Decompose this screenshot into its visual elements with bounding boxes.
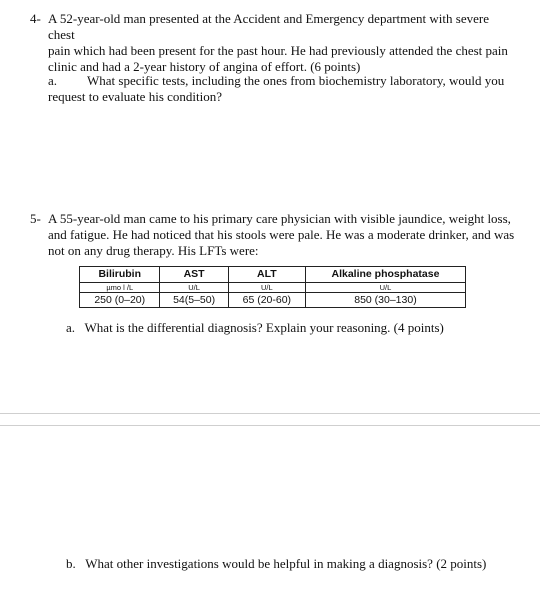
q5-number: 5- [30, 211, 41, 226]
q4-sub-a-label: a. [48, 73, 58, 88]
q4-line-1: A 52-year-old man presented at the Accident and Emergency department with severe chest [48, 11, 489, 42]
q4-text [48, 11, 518, 75]
q4-sub-a-line-2: request to evaluate his condition? [48, 89, 223, 104]
lft-unit-row [80, 283, 466, 293]
alp-unit: U/L [305, 283, 465, 293]
lft-table [79, 266, 466, 308]
page-divider-bottom [0, 425, 540, 426]
bilirubin-unit: µmo l /L [80, 283, 160, 293]
lft-value-row [80, 293, 466, 308]
q4-line-2: pain which had been present for the past hour. He had previously attended the chest pain [48, 43, 508, 58]
q5-line-2: and fatigue. He had noticed that his stools were pale. He was a moderate drinker, and was [48, 227, 515, 242]
alt-value: 65 (20-60) [228, 293, 305, 308]
bilirubin-value: 250 (0–20) [80, 293, 160, 308]
lft-header-row [80, 267, 466, 283]
alp-header: Alkaline phosphatase [305, 267, 465, 283]
q5-line-3: not on any drug therapy. His LFTs were: [48, 243, 259, 258]
alt-unit: U/L [228, 283, 305, 293]
q4-number: 4- [30, 11, 41, 26]
q4-sub-a-line-1: What specific tests, including the ones from biochemistry laboratory, would you [87, 73, 505, 88]
q4-line-3: clinic and had a 2-year history of angina of effort. (6 points) [48, 59, 361, 74]
ast-header: AST [160, 267, 228, 283]
q5-sub-a: a. What is the differential diagnosis? Explain your reasoning. (4 points) [66, 320, 444, 335]
bilirubin-header: Bilirubin [80, 267, 160, 283]
ast-unit: U/L [160, 283, 228, 293]
q5-text [48, 211, 528, 259]
q5-sub-b: b. What other investigations would be helpful in making a diagnosis? (2 points) [66, 556, 487, 571]
q5-line-1: A 55-year-old man came to his primary care physician with visible jaundice, weight loss, [48, 211, 511, 226]
alt-header: ALT [228, 267, 305, 283]
alp-value: 850 (30–130) [305, 293, 465, 308]
page-divider-top [0, 413, 540, 414]
ast-value: 54(5–50) [160, 293, 228, 308]
